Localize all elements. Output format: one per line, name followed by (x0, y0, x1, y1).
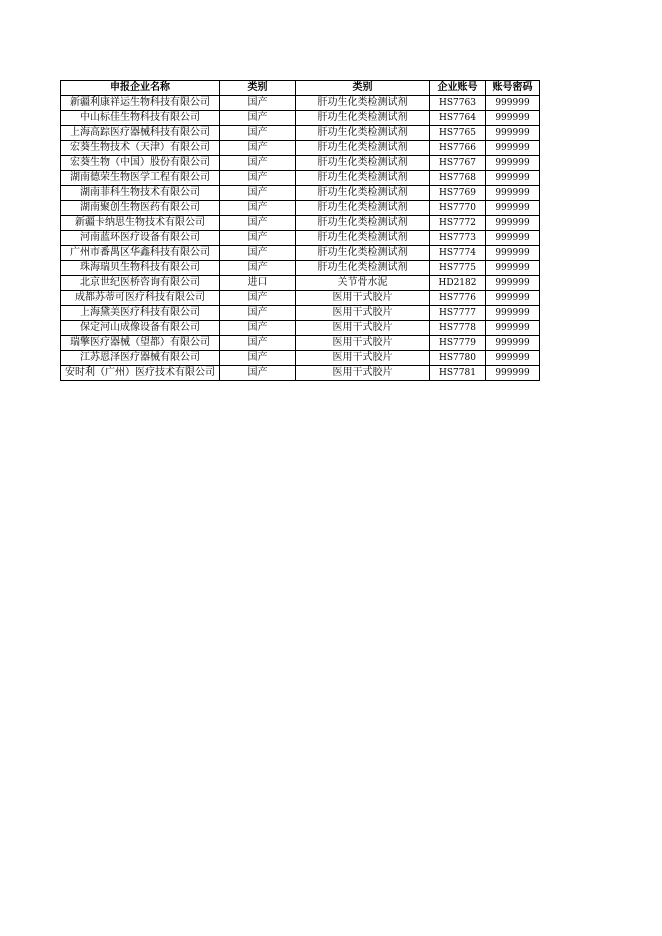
company-name-cell: 宏葵生物技术（天津）有限公司 (61, 141, 220, 156)
password-cell: 999999 (486, 156, 540, 171)
table-row (61, 171, 540, 186)
category-cell: 国产 (220, 246, 296, 261)
company-name-cell: 河南蓝环医疗设备有限公司 (61, 231, 220, 246)
product-category-cell: 肝功生化类检测试剂 (296, 246, 430, 261)
account-cell: HS7777 (430, 306, 486, 321)
category-cell: 国产 (220, 201, 296, 216)
account-cell: HS7772 (430, 216, 486, 231)
category-cell: 国产 (220, 126, 296, 141)
table-row (61, 231, 540, 246)
password-cell: 999999 (486, 306, 540, 321)
category-cell: 国产 (220, 261, 296, 276)
header-product-category: 类别 (296, 81, 430, 96)
table-row (61, 291, 540, 306)
table-row (61, 126, 540, 141)
category-cell: 国产 (220, 366, 296, 381)
company-name-cell: 中山标佳生物科技有限公司 (61, 111, 220, 126)
account-cell: HS7774 (430, 246, 486, 261)
product-category-cell: 肝功生化类检测试剂 (296, 141, 430, 156)
product-category-cell: 肝功生化类检测试剂 (296, 171, 430, 186)
category-cell: 国产 (220, 351, 296, 366)
account-cell: HS7768 (430, 171, 486, 186)
header-company-name: 申报企业名称 (61, 81, 220, 96)
table-row (61, 366, 540, 381)
product-category-cell: 肝功生化类检测试剂 (296, 216, 430, 231)
password-cell: 999999 (486, 96, 540, 111)
account-cell: HS7781 (430, 366, 486, 381)
company-name-cell: 宏葵生物（中国）股份有限公司 (61, 156, 220, 171)
category-cell: 国产 (220, 336, 296, 351)
product-category-cell: 医用干式胶片 (296, 366, 430, 381)
account-cell: HS7763 (430, 96, 486, 111)
category-cell: 国产 (220, 321, 296, 336)
enterprise-account-table (60, 80, 540, 381)
account-cell: HS7773 (430, 231, 486, 246)
account-cell: HS7780 (430, 351, 486, 366)
product-category-cell: 肝功生化类检测试剂 (296, 231, 430, 246)
category-cell: 国产 (220, 306, 296, 321)
company-name-cell: 上海黛美医疗科技有限公司 (61, 306, 220, 321)
product-category-cell: 医用干式胶片 (296, 351, 430, 366)
category-cell: 国产 (220, 141, 296, 156)
company-name-cell: 湖南聚创生物医药有限公司 (61, 201, 220, 216)
category-cell: 国产 (220, 186, 296, 201)
header-row (61, 81, 540, 96)
category-cell: 进口 (220, 276, 296, 291)
table-row (61, 186, 540, 201)
spreadsheet (60, 80, 540, 381)
password-cell: 999999 (486, 171, 540, 186)
company-name-cell: 新疆利康祥运生物科技有限公司 (61, 96, 220, 111)
password-cell: 999999 (486, 231, 540, 246)
product-category-cell: 医用干式胶片 (296, 336, 430, 351)
password-cell: 999999 (486, 321, 540, 336)
table-row (61, 336, 540, 351)
password-cell: 999999 (486, 186, 540, 201)
table-row (61, 201, 540, 216)
account-cell: HS7779 (430, 336, 486, 351)
table-row (61, 156, 540, 171)
company-name-cell: 保定河山成像设备有限公司 (61, 321, 220, 336)
table-row (61, 351, 540, 366)
product-category-cell: 医用干式胶片 (296, 321, 430, 336)
account-cell: HS7776 (430, 291, 486, 306)
company-name-cell: 新疆卡纳思生物技术有限公司 (61, 216, 220, 231)
product-category-cell: 肝功生化类检测试剂 (296, 201, 430, 216)
company-name-cell: 江苏恩泽医疗器械有限公司 (61, 351, 220, 366)
account-cell: HS7767 (430, 156, 486, 171)
table-row (61, 261, 540, 276)
password-cell: 999999 (486, 201, 540, 216)
product-category-cell: 肝功生化类检测试剂 (296, 111, 430, 126)
category-cell: 国产 (220, 231, 296, 246)
product-category-cell: 肝功生化类检测试剂 (296, 261, 430, 276)
company-name-cell: 瑞擎医疗器械（望都）有限公司 (61, 336, 220, 351)
table-row (61, 111, 540, 126)
header-password: 账号密码 (486, 81, 540, 96)
account-cell: HS7770 (430, 201, 486, 216)
table-row (61, 246, 540, 261)
account-cell: HS7765 (430, 126, 486, 141)
company-name-cell: 珠海瑞贝生物科技有限公司 (61, 261, 220, 276)
account-cell: HS7778 (430, 321, 486, 336)
account-cell: HS7764 (430, 111, 486, 126)
company-name-cell: 北京世纪医桥咨询有限公司 (61, 276, 220, 291)
table-row (61, 276, 540, 291)
password-cell: 999999 (486, 246, 540, 261)
password-cell: 999999 (486, 276, 540, 291)
account-cell: HS7769 (430, 186, 486, 201)
company-name-cell: 安时利（广州）医疗技术有限公司 (61, 366, 220, 381)
table-row (61, 141, 540, 156)
product-category-cell: 肝功生化类检测试剂 (296, 126, 430, 141)
category-cell: 国产 (220, 216, 296, 231)
category-cell: 国产 (220, 156, 296, 171)
password-cell: 999999 (486, 111, 540, 126)
company-name-cell: 成都苏蒂可医疗科技有限公司 (61, 291, 220, 306)
password-cell: 999999 (486, 141, 540, 156)
password-cell: 999999 (486, 261, 540, 276)
category-cell: 国产 (220, 291, 296, 306)
category-cell: 国产 (220, 96, 296, 111)
category-cell: 国产 (220, 171, 296, 186)
password-cell: 999999 (486, 351, 540, 366)
table-row (61, 321, 540, 336)
password-cell: 999999 (486, 126, 540, 141)
account-cell: HD2182 (430, 276, 486, 291)
table-row (61, 306, 540, 321)
company-name-cell: 湖南德荣生物医学工程有限公司 (61, 171, 220, 186)
table-row (61, 216, 540, 231)
product-category-cell: 肝功生化类检测试剂 (296, 186, 430, 201)
company-name-cell: 上海高踪医疗器械科技有限公司 (61, 126, 220, 141)
product-category-cell: 肝功生化类检测试剂 (296, 96, 430, 111)
product-category-cell: 关节骨水泥 (296, 276, 430, 291)
password-cell: 999999 (486, 216, 540, 231)
password-cell: 999999 (486, 366, 540, 381)
account-cell: HS7766 (430, 141, 486, 156)
product-category-cell: 医用干式胶片 (296, 306, 430, 321)
product-category-cell: 肝功生化类检测试剂 (296, 156, 430, 171)
account-cell: HS7775 (430, 261, 486, 276)
table-row (61, 96, 540, 111)
header-category: 类别 (220, 81, 296, 96)
header-account: 企业账号 (430, 81, 486, 96)
product-category-cell: 医用干式胶片 (296, 291, 430, 306)
company-name-cell: 广州市番禺区华鑫科技有限公司 (61, 246, 220, 261)
category-cell: 国产 (220, 111, 296, 126)
company-name-cell: 湖南菲科生物技术有限公司 (61, 186, 220, 201)
password-cell: 999999 (486, 291, 540, 306)
password-cell: 999999 (486, 336, 540, 351)
